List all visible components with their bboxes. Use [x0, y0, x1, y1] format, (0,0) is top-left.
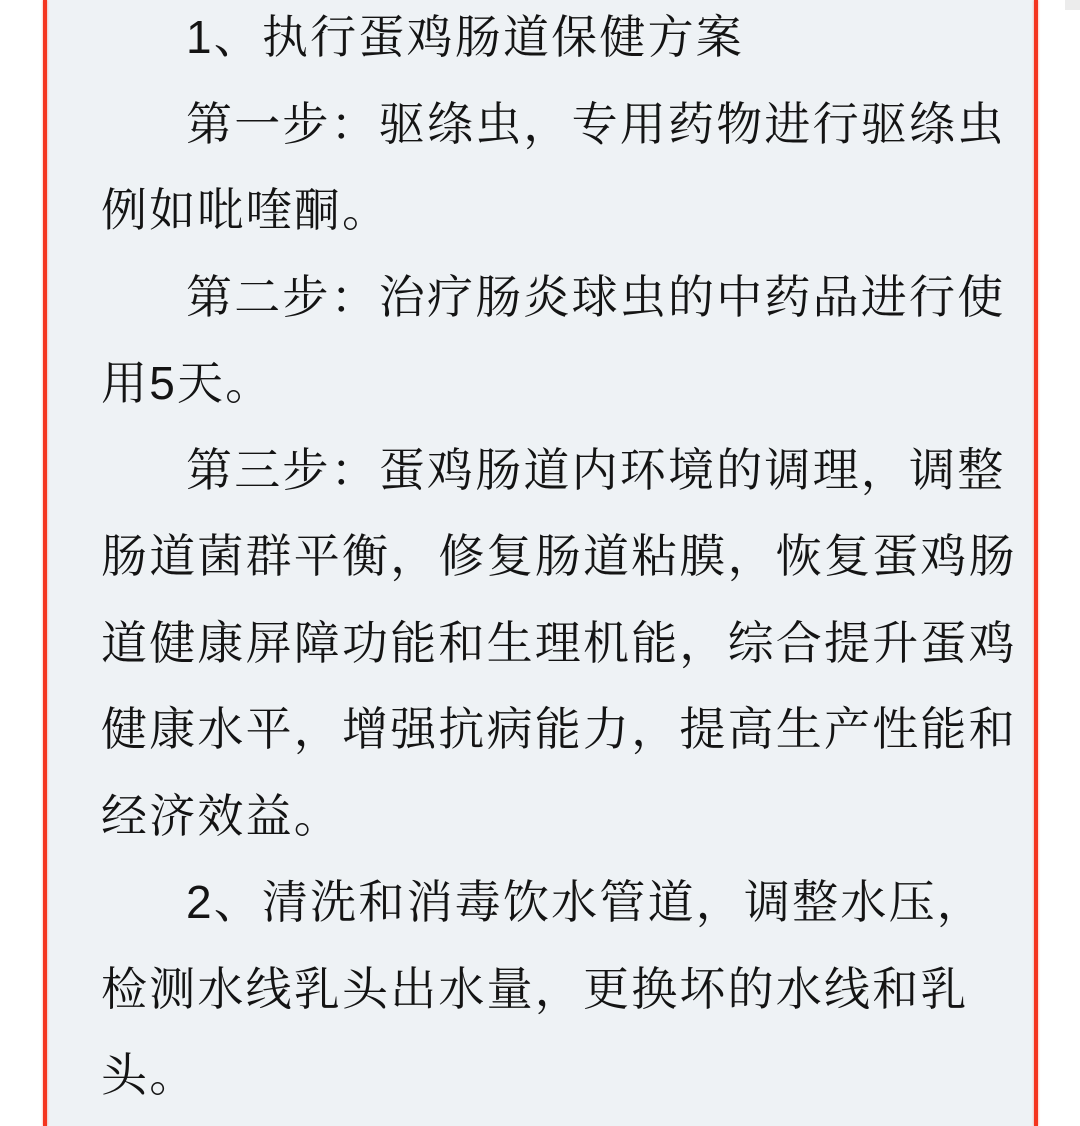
text-line: 第二步：治疗肠炎球虫的中药品进行使: [186, 270, 1006, 323]
text-line: 健康水平，增强抗病能力，提高生产性能和: [101, 703, 1017, 755]
scrollbar-thumb[interactable]: [1065, 0, 1080, 10]
text-line: 第一步：驱绦虫，专用药物进行驱绦虫: [186, 97, 1006, 150]
paragraph-1: [101, 0, 1012, 81]
paragraph-2: [101, 81, 1012, 254]
left-border-line: [43, 0, 47, 1126]
text-line: 第三步：蛋鸡肠道内环境的调理，调整: [186, 443, 1006, 496]
text-line: 1、执行蛋鸡肠道保健方案: [186, 11, 744, 63]
text-line: 肠道菌群平衡，修复肠道粘膜，恢复蛋鸡肠: [101, 530, 1017, 582]
paragraph-4: [101, 427, 1017, 860]
text-line: 2、清洗和消毒饮水管道，调整水压，: [186, 876, 985, 928]
right-border-line: [1034, 0, 1038, 1126]
text-line: 检测水线乳头出水量，更换坏的水线和乳: [101, 962, 969, 1015]
article-text-block: [47, 0, 1034, 1119]
text-line: 用5天。: [101, 357, 274, 409]
text-line: 经济效益。: [101, 789, 342, 842]
paragraph-5: [101, 859, 1012, 1119]
text-line: 例如吡喹酮。: [101, 184, 391, 236]
article-content-panel: [47, 0, 1034, 1126]
text-line: 头。: [101, 1049, 198, 1101]
paragraph-3: [101, 254, 1012, 427]
text-line: 道健康屏障功能和生理机能，综合提升蛋鸡: [101, 616, 1017, 669]
